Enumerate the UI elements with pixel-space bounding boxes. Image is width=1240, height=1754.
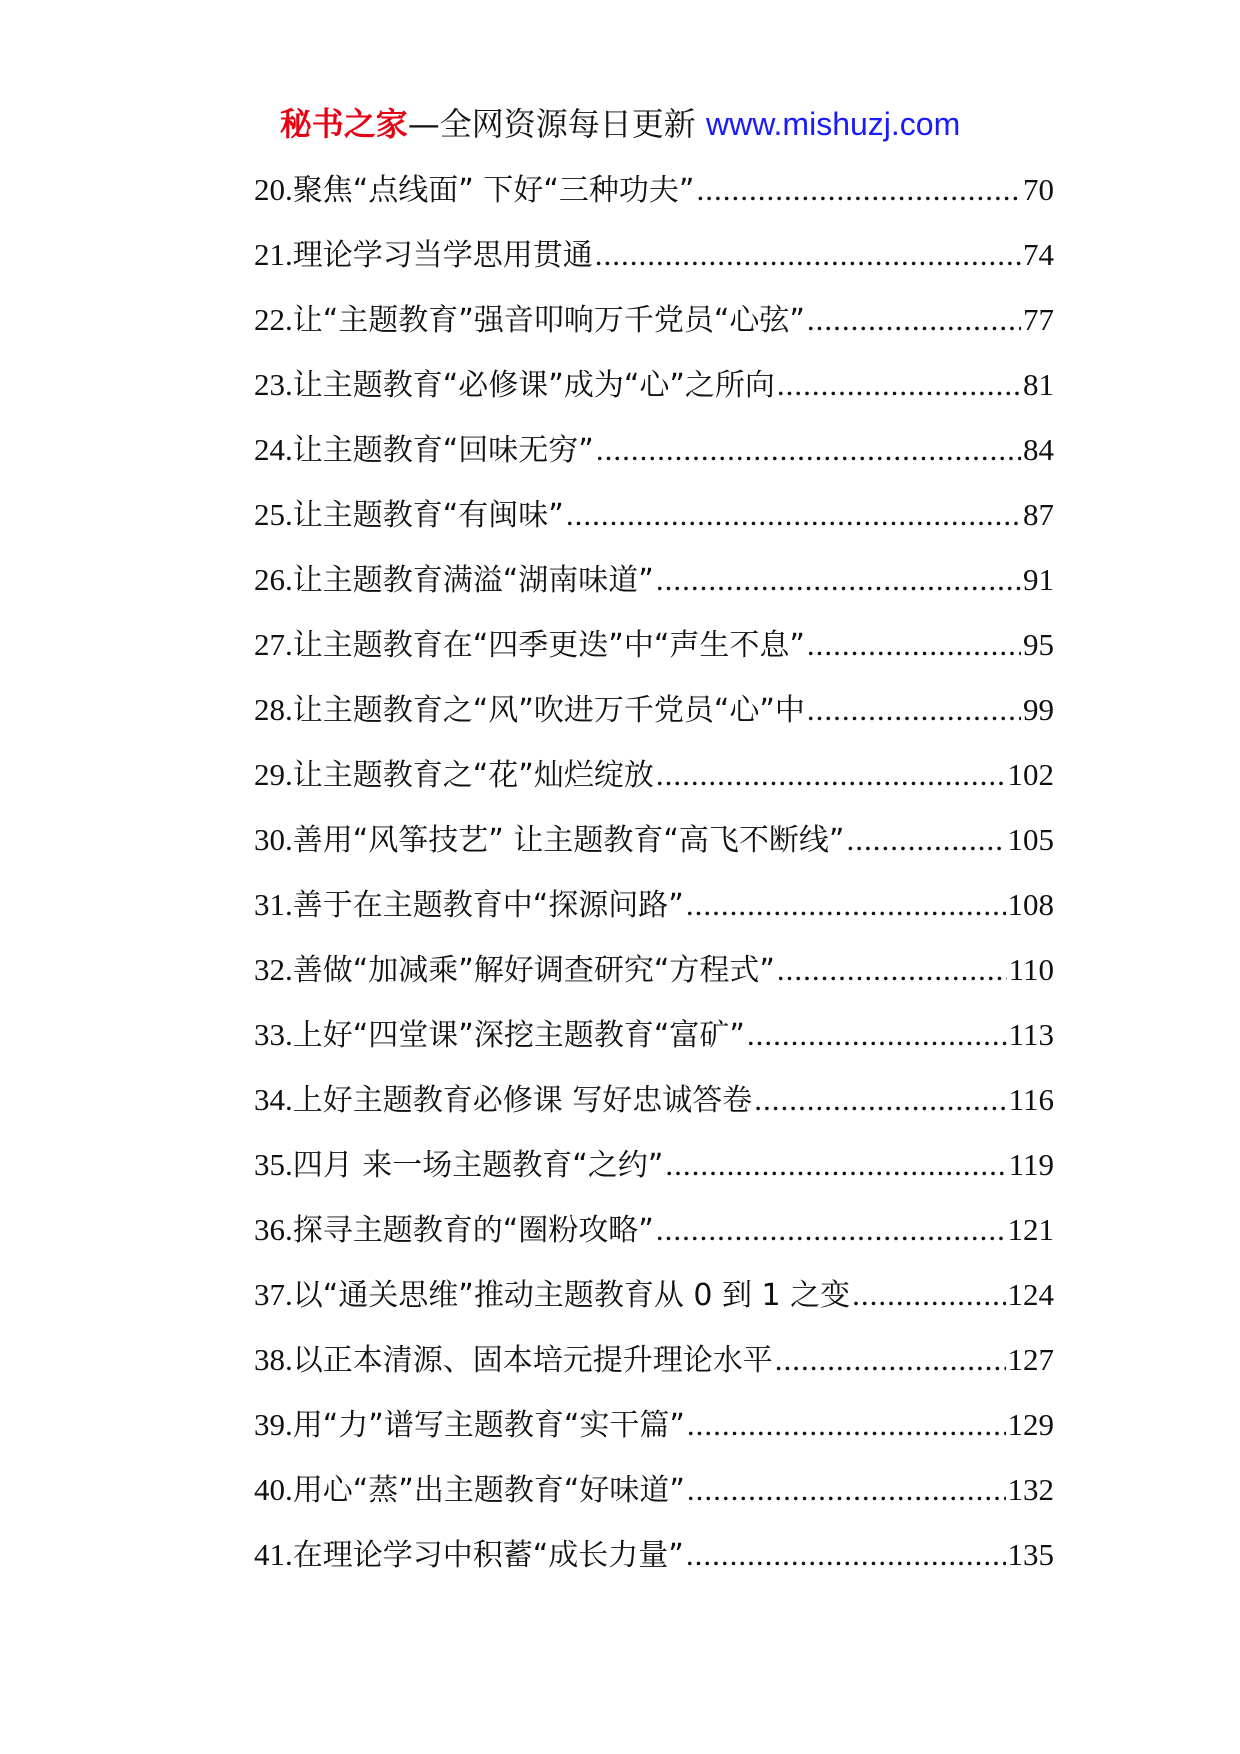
toc-entry[interactable]: [254, 1531, 1054, 1596]
toc-entry-page-number: 121: [1007, 1212, 1054, 1247]
toc-entry[interactable]: [254, 361, 1054, 426]
toc-entry[interactable]: [254, 1206, 1054, 1271]
toc-entry-page-number: 77: [1023, 302, 1054, 337]
toc-entry-number: 28.: [254, 692, 293, 727]
toc-entry-title: 让主题教育“必修课”成为“心”之所向: [292, 368, 775, 403]
toc-entry-number: 29.: [254, 757, 293, 792]
toc-entry-number: 30.: [254, 822, 293, 857]
toc-entry[interactable]: [254, 231, 1054, 296]
toc-entry-number: 41.: [254, 1537, 293, 1572]
toc-entry-title: 让主题教育满溢“湖南味道”: [292, 563, 654, 598]
header-url-link[interactable]: www.mishuzj.com: [705, 106, 961, 142]
toc-entry[interactable]: [254, 1271, 1054, 1336]
toc-entry-number: 25.: [254, 497, 293, 532]
toc-entry[interactable]: [254, 556, 1054, 621]
toc-entry-page-number: 119: [1008, 1147, 1054, 1182]
toc-dot-leader: [754, 1076, 1006, 1124]
toc-entry-title: 四月 来一场主题教育“之约”: [292, 1148, 664, 1183]
toc-entry-number: 36.: [254, 1212, 293, 1247]
toc-entry-page-number: 124: [1007, 1277, 1054, 1312]
toc-entry-number: 32.: [254, 952, 293, 987]
toc-entry[interactable]: [254, 816, 1054, 881]
toc-dot-leader: [777, 946, 1007, 994]
toc-entry-page-number: 132: [1007, 1472, 1054, 1507]
toc-dot-leader: [775, 1336, 1006, 1384]
toc-entry-page-number: 129: [1007, 1407, 1054, 1442]
toc-dot-leader: [686, 881, 1006, 929]
toc-dot-leader: [846, 816, 1005, 864]
toc-entry-page-number: 113: [1008, 1017, 1054, 1052]
toc-entry[interactable]: [254, 946, 1054, 1011]
header-slogan: —全网资源每日更新: [407, 105, 706, 143]
toc-dot-leader: [807, 686, 1021, 734]
toc-entry-title: 让主题教育之“风”吹进万千党员“心”中: [292, 693, 805, 728]
toc-entry-number: 23.: [254, 367, 293, 402]
toc-entry-number: 40.: [254, 1472, 293, 1507]
toc-entry[interactable]: [254, 1076, 1054, 1141]
toc-entry-number: 31.: [254, 887, 293, 922]
toc-entry-page-number: 99: [1023, 692, 1054, 727]
toc-entry-number: 20.: [254, 172, 293, 207]
toc-entry[interactable]: [254, 1466, 1054, 1531]
toc-dot-leader: [665, 1141, 1006, 1189]
toc-dot-leader: [596, 426, 1021, 474]
toc-entry[interactable]: [254, 491, 1054, 556]
toc-dot-leader: [807, 296, 1021, 344]
toc-entry[interactable]: [254, 621, 1054, 686]
toc-dot-leader: [747, 1011, 1007, 1059]
toc-entry-page-number: 110: [1008, 952, 1054, 987]
toc-entry-number: 33.: [254, 1017, 293, 1052]
toc-dot-leader: [686, 1531, 1006, 1579]
page-header: [0, 100, 1240, 148]
toc-entry[interactable]: [254, 881, 1054, 946]
toc-entry-number: 27.: [254, 627, 293, 662]
toc-entry[interactable]: [254, 426, 1054, 491]
toc-dot-leader: [777, 361, 1021, 409]
toc-entry-title: 善做“加减乘”解好调查研究“方程式”: [292, 953, 775, 988]
toc-entry-number: 38.: [254, 1342, 293, 1377]
toc-entry[interactable]: [254, 751, 1054, 816]
toc-entry-title: 聚焦“点线面” 下好“三种功夫”: [292, 173, 695, 208]
toc-entry[interactable]: [254, 1401, 1054, 1466]
toc-entry-number: 37.: [254, 1277, 293, 1312]
toc-entry-title: 以“通关思维”推动主题教育从 0 到 1 之变: [292, 1278, 851, 1313]
toc-entry-title: 让“主题教育”强音叩响万千党员“心弦”: [292, 303, 805, 338]
toc-entry-title: 以正本清源、固本培元提升理论水平: [292, 1343, 773, 1378]
toc-entry-page-number: 135: [1007, 1537, 1054, 1572]
toc-entry-title: 让主题教育“有闽味”: [292, 498, 564, 533]
toc-entry-title: 让主题教育在“四季更迭”中“声生不息”: [292, 628, 805, 663]
toc-entry-title: 上好主题教育必修课 写好忠诚答卷: [292, 1083, 753, 1118]
toc-dot-leader: [696, 166, 1021, 214]
toc-entry-number: 26.: [254, 562, 293, 597]
toc-entry-page-number: 87: [1023, 497, 1054, 532]
toc-dot-leader: [687, 1466, 1006, 1514]
toc-entry-title: 善于在主题教育中“探源问路”: [292, 888, 684, 923]
toc-entry-page-number: 116: [1008, 1082, 1054, 1117]
toc-entry-number: 39.: [254, 1407, 293, 1442]
toc-entry-title: 让主题教育之“花”灿烂绽放: [292, 758, 654, 793]
table-of-contents: [254, 166, 1054, 1596]
toc-entry-title: 探寻主题教育的“圈粉攻略”: [292, 1213, 654, 1248]
toc-entry[interactable]: [254, 166, 1054, 231]
toc-entry-page-number: 74: [1023, 237, 1054, 272]
toc-dot-leader: [595, 231, 1021, 279]
toc-entry-title: 理论学习当学思用贯通: [292, 238, 593, 273]
toc-entry-page-number: 95: [1023, 627, 1054, 662]
toc-dot-leader: [656, 751, 1006, 799]
toc-entry[interactable]: [254, 1011, 1054, 1076]
toc-entry-number: 24.: [254, 432, 293, 467]
toc-entry[interactable]: [254, 1141, 1054, 1206]
brand-name: 秘书之家: [279, 105, 408, 143]
toc-entry[interactable]: [254, 296, 1054, 361]
toc-dot-leader: [656, 556, 1021, 604]
toc-dot-leader: [852, 1271, 1005, 1319]
toc-entry-page-number: 102: [1007, 757, 1054, 792]
toc-entry-page-number: 81: [1023, 367, 1054, 402]
toc-entry[interactable]: [254, 686, 1054, 751]
toc-entry-title: 上好“四堂课”深挖主题教育“富矿”: [292, 1018, 745, 1053]
toc-dot-leader: [687, 1401, 1006, 1449]
toc-dot-leader: [656, 1206, 1006, 1254]
toc-entry-title: 善用“风筝技艺” 让主题教育“高飞不断线”: [292, 823, 845, 858]
toc-entry-title: 在理论学习中积蓄“成长力量”: [292, 1538, 684, 1573]
toc-dot-leader: [566, 491, 1021, 539]
toc-entry-title: 用心“蒸”出主题教育“好味道”: [292, 1473, 685, 1508]
toc-entry-title: 让主题教育“回味无穷”: [292, 433, 594, 468]
toc-entry-page-number: 91: [1023, 562, 1054, 597]
toc-entry-number: 21.: [254, 237, 293, 272]
toc-entry-number: 35.: [254, 1147, 293, 1182]
toc-entry[interactable]: [254, 1336, 1054, 1401]
toc-entry-page-number: 70: [1023, 172, 1054, 207]
toc-entry-page-number: 105: [1007, 822, 1054, 857]
toc-entry-title: 用“力”谱写主题教育“实干篇”: [292, 1408, 685, 1443]
toc-entry-page-number: 84: [1023, 432, 1054, 467]
toc-entry-page-number: 108: [1007, 887, 1054, 922]
toc-dot-leader: [807, 621, 1021, 669]
toc-entry-number: 34.: [254, 1082, 293, 1117]
toc-entry-page-number: 127: [1007, 1342, 1054, 1377]
toc-entry-number: 22.: [254, 302, 293, 337]
